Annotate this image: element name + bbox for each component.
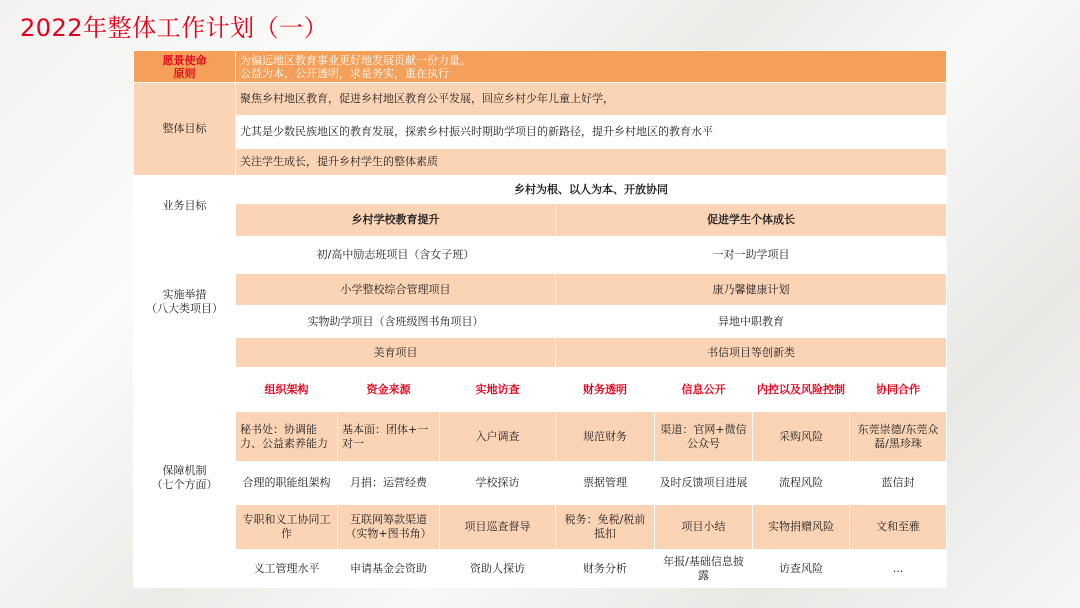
guarantee-label-line1: 保障机制 [162, 463, 207, 477]
measure-left-1: 初/高中励志班项目（含女子班） [236, 237, 556, 274]
guarantee-cell-4-6: 访查风险 [753, 550, 850, 588]
vision-label-line1: 愿景使命 [162, 53, 207, 67]
vision-row [134, 51, 947, 83]
guarantee-cell-3-1: 专职和义工协同工作 [236, 505, 338, 550]
vision-text-line1: 为偏远地区教育事业更好地发展贡献一份力量。 [240, 53, 471, 67]
guarantee-header-2: 资金来源 [338, 368, 440, 412]
guarantee-cell-3-7: 文和至雅 [850, 505, 947, 550]
guarantee-header-7: 协同合作 [850, 368, 947, 412]
guarantee-label [134, 368, 236, 588]
measures-label-line2: （八大类项目） [146, 302, 223, 315]
guarantee-cell-1-6: 采购风险 [753, 412, 850, 462]
guarantee-cell-4-3: 资助人探访 [440, 550, 556, 588]
overall-item-3: 关注学生成长，提升乡村学生的整体素质 [236, 149, 947, 176]
business-headline: 乡村为根、以人为本、开放协同 [236, 176, 947, 204]
measure-right-4: 书信项目等创新类 [556, 338, 947, 368]
guarantee-header-3: 实地访查 [440, 368, 556, 412]
guarantee-header-4: 财务透明 [556, 368, 655, 412]
guarantee-cell-1-7: 东莞崇德/东莞众磊/黑珍珠 [850, 412, 947, 462]
guarantee-cell-1-3: 入户调查 [440, 412, 556, 462]
measure-left-2: 小学整校综合管理项目 [236, 274, 556, 306]
page-title: 2022年整体工作计划（一） [20, 14, 329, 42]
measure-right-3: 异地中职教育 [556, 306, 947, 338]
work-plan-table [133, 50, 947, 588]
guarantee-cell-3-5: 项目小结 [655, 505, 753, 550]
guarantee-cell-3-4: 税务：免税/税前抵扣 [556, 505, 655, 550]
guarantee-cell-4-5: 年报/基础信息披露 [655, 550, 753, 588]
guarantee-cell-1-1: 秘书处：协调能力、公益素养能力 [236, 412, 338, 462]
business-label: 业务目标 [134, 176, 236, 237]
guarantee-cell-3-2: 互联网筹款渠道（实物+图书角） [338, 505, 440, 550]
guarantee-cell-2-4: 票据管理 [556, 462, 655, 505]
overall-label: 整体目标 [134, 83, 236, 176]
vision-label-line2: 原则 [173, 66, 196, 80]
measures-label-line1: 实施举措 [162, 288, 207, 301]
guarantee-cell-4-1: 义工管理水平 [236, 550, 338, 588]
guarantee-cell-2-6: 流程风险 [753, 462, 850, 505]
guarantee-cell-3-6: 实物捐赠风险 [753, 505, 850, 550]
measures-label [134, 237, 236, 368]
guarantee-cell-2-3: 学校探访 [440, 462, 556, 505]
measure-left-3: 实物助学项目（含班级图书角项目） [236, 306, 556, 338]
measure-right-2: 康乃馨健康计划 [556, 274, 947, 306]
guarantee-cell-1-2: 基本面：团体+一对一 [338, 412, 440, 462]
guarantee-cell-3-3: 项目巡查督导 [440, 505, 556, 550]
overall-item-2: 尤其是少数民族地区的教育发展，探索乡村振兴时期助学项目的新路径，提升乡村地区的教育水平 [236, 116, 947, 149]
guarantee-cell-2-2: 月捐：运营经费 [338, 462, 440, 505]
guarantee-header-1: 组织架构 [236, 368, 338, 412]
guarantee-header-5: 信息公开 [655, 368, 753, 412]
measure-right-1: 一对一助学项目 [556, 237, 947, 274]
guarantee-header-6: 内控以及风险控制 [753, 368, 850, 412]
business-right: 促进学生个体成长 [556, 204, 947, 237]
guarantee-cell-4-4: 财务分析 [556, 550, 655, 588]
guarantee-cell-1-5: 渠道：官网+微信公众号 [655, 412, 753, 462]
vision-text-line2: 公益为本，公开透明，求是务实，重在执行 [240, 66, 449, 80]
overall-item-1: 聚焦乡村地区教育，促进乡村地区教育公平发展，回应乡村少年儿童上好学， [236, 83, 947, 116]
guarantee-label-line2: （七个方面） [151, 477, 218, 491]
guarantee-cell-2-7: 蓝信封 [850, 462, 947, 505]
guarantee-cell-1-4: 规范财务 [556, 412, 655, 462]
guarantee-cell-4-2: 申请基金会资助 [338, 550, 440, 588]
measure-left-4: 美育项目 [236, 338, 556, 368]
vision-label [134, 51, 236, 83]
guarantee-cell-4-7: ... [850, 550, 947, 588]
business-left: 乡村学校教育提升 [236, 204, 556, 237]
vision-text [236, 51, 947, 83]
guarantee-cell-2-5: 及时反馈项目进展 [655, 462, 753, 505]
guarantee-cell-2-1: 合理的职能组架构 [236, 462, 338, 505]
